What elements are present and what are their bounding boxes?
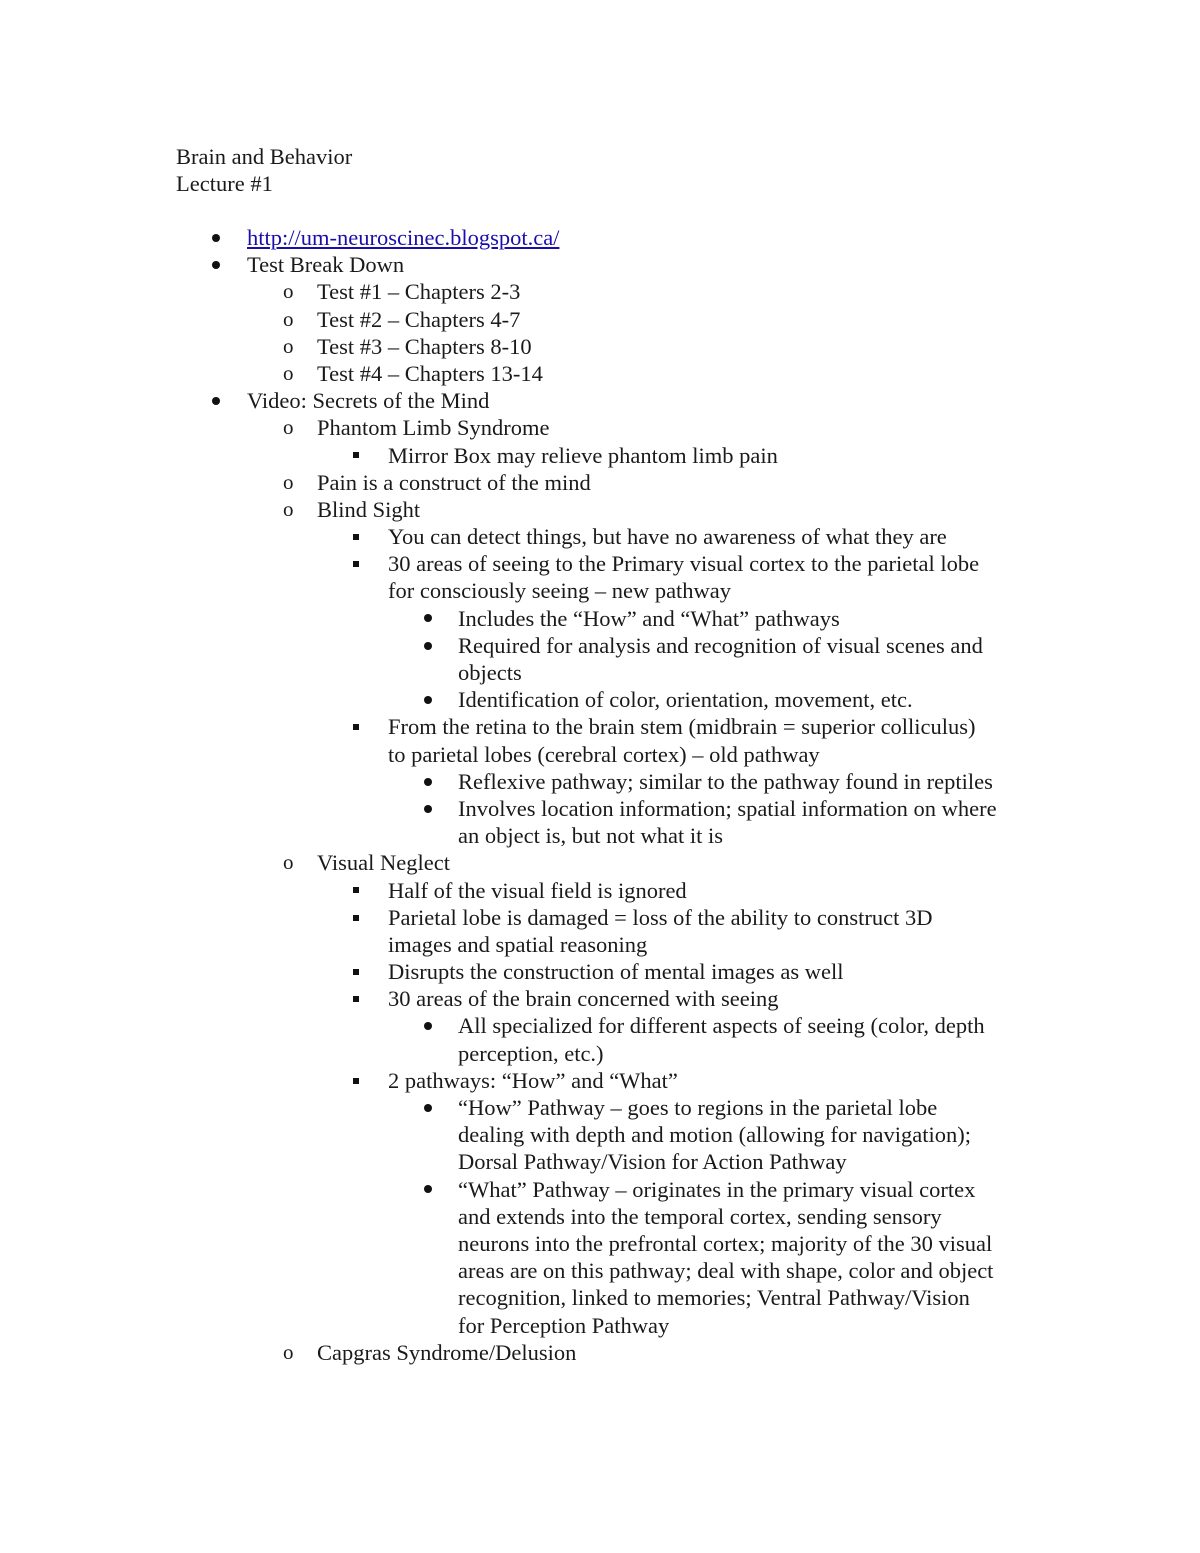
list-item-text: Blind Sight xyxy=(317,496,421,522)
list-item-text: Involves location information; spatial information on where xyxy=(458,795,997,821)
bullet-square-icon xyxy=(353,523,373,550)
bullet-dot-icon xyxy=(424,686,444,713)
list-item-text: Half of the visual field is ignored xyxy=(388,877,687,903)
list-item-text: areas are on this pathway; deal with shape, color and object xyxy=(458,1258,994,1284)
lecture-number: Lecture #1 xyxy=(176,171,273,196)
bullet-dot-icon xyxy=(212,251,232,278)
document-header xyxy=(176,143,352,197)
list-item-text: 30 areas of seeing to the Primary visual cortex to the parietal lobe xyxy=(388,551,980,577)
bullet-circle-icon: o xyxy=(283,306,294,331)
list-item-text: Dorsal Pathway/Vision for Action Pathway xyxy=(458,1149,847,1175)
list-item xyxy=(0,387,1200,414)
list-item-continuation xyxy=(0,822,1200,849)
list-item xyxy=(0,1339,1200,1366)
list-item xyxy=(0,686,1200,713)
list-item-text: Required for analysis and recognition of visual scenes and xyxy=(458,632,983,658)
list-item-text: “How” Pathway – goes to regions in the parietal lobe xyxy=(458,1095,938,1120)
list-item-continuation xyxy=(0,1040,1200,1067)
list-item-text: Disrupts the construction of mental images as well xyxy=(388,959,844,985)
list-item xyxy=(0,713,1200,740)
list-item-text: and extends into the temporal cortex, sending sensory xyxy=(458,1203,942,1229)
bullet-circle-icon: o xyxy=(283,469,294,494)
list-item-continuation xyxy=(0,1230,1200,1257)
bullet-dot-icon xyxy=(424,632,444,659)
list-item xyxy=(0,795,1200,822)
bullet-square-icon xyxy=(353,713,373,740)
list-item-continuation xyxy=(0,1148,1200,1175)
list-item xyxy=(0,469,1200,496)
blog-link[interactable]: http://um-neuroscinec.blogspot.ca/ xyxy=(247,225,560,250)
list-item-text: 30 areas of the brain concerned with seeing xyxy=(388,986,779,1012)
bullet-dot-icon xyxy=(424,768,444,795)
list-item xyxy=(0,523,1200,550)
list-item-continuation xyxy=(0,1284,1200,1311)
list-item xyxy=(0,1176,1200,1203)
list-item-text: Includes the “How” and “What” pathways xyxy=(458,605,840,631)
bullet-circle-icon: o xyxy=(283,496,294,521)
list-item-continuation xyxy=(0,1257,1200,1284)
bullet-circle-icon: o xyxy=(283,415,294,440)
list-item xyxy=(0,278,1200,305)
list-item-continuation xyxy=(0,931,1200,958)
list-item xyxy=(0,496,1200,523)
list-item-text: Visual Neglect xyxy=(317,850,450,876)
list-item xyxy=(0,849,1200,876)
bullet-square-icon xyxy=(353,958,373,985)
list-item-continuation xyxy=(0,741,1200,768)
list-item-text: All specialized for different aspects of seeing (color, depth xyxy=(458,1013,985,1039)
list-item xyxy=(0,550,1200,577)
bullet-square-icon xyxy=(353,985,373,1012)
list-item-continuation xyxy=(0,659,1200,686)
bullet-dot-icon xyxy=(212,387,232,414)
list-item-text: dealing with depth and motion (allowing for navigation); xyxy=(458,1122,972,1148)
list-item-text: Test #1 – Chapters 2-3 xyxy=(317,279,521,305)
bullet-square-icon xyxy=(353,442,373,469)
list-item-text: Phantom Limb Syndrome xyxy=(317,415,550,441)
list-item xyxy=(0,958,1200,985)
bullet-square-icon xyxy=(353,904,373,931)
bullet-circle-icon: o xyxy=(283,360,294,385)
list-item xyxy=(0,904,1200,931)
list-item-text: recognition, linked to memories; Ventral Pathway/Vision xyxy=(458,1285,970,1311)
list-item-text: objects xyxy=(458,660,522,685)
bullet-circle-icon: o xyxy=(283,850,294,875)
list-item-text: Parietal lobe is damaged = loss of the ability to construct 3D xyxy=(388,904,933,930)
bullet-square-icon xyxy=(353,1067,373,1094)
bullet-circle-icon: o xyxy=(283,333,294,358)
list-item-text: Mirror Box may relieve phantom limb pain xyxy=(388,442,778,468)
bullet-square-icon xyxy=(353,877,373,904)
list-item-text: Reflexive pathway; similar to the pathway found in reptiles xyxy=(458,768,993,794)
bullet-circle-icon: o xyxy=(283,279,294,304)
list-item-text: Video: Secrets of the Mind xyxy=(247,388,490,414)
list-item-text: Test #2 – Chapters 4-7 xyxy=(317,306,521,332)
list-item-text: Test #3 – Chapters 8-10 xyxy=(317,333,532,359)
list-item-text: You can detect things, but have no awareness of what they are xyxy=(388,524,947,550)
list-item xyxy=(0,360,1200,387)
list-item xyxy=(0,632,1200,659)
list-item-text: images and spatial reasoning xyxy=(388,931,648,957)
list-item xyxy=(0,442,1200,469)
list-item-text: an object is, but not what it is xyxy=(458,823,723,849)
list-item-text: perception, etc.) xyxy=(458,1040,604,1066)
bullet-dot-icon xyxy=(424,795,444,822)
list-item-continuation xyxy=(0,1121,1200,1148)
bullet-dot-icon xyxy=(424,605,444,632)
list-item xyxy=(0,333,1200,360)
list-item-text: Pain is a construct of the mind xyxy=(317,469,591,495)
list-item xyxy=(0,224,1200,251)
list-item-text: Identification of color, orientation, movement, etc. xyxy=(458,687,913,713)
list-item xyxy=(0,306,1200,333)
list-item-text: for consciously seeing – new pathway xyxy=(388,578,732,604)
list-item xyxy=(0,877,1200,904)
bullet-dot-icon xyxy=(424,1012,444,1039)
list-item xyxy=(0,1094,1200,1121)
list-item xyxy=(0,1012,1200,1039)
bullet-dot-icon xyxy=(212,224,232,251)
list-item-text: for Perception Pathway xyxy=(458,1312,670,1338)
list-item-text: 2 pathways: “How” and “What” xyxy=(388,1067,678,1093)
bullet-dot-icon xyxy=(424,1176,444,1203)
list-item-text: to parietal lobes (cerebral cortex) – old pathway xyxy=(388,741,820,767)
notes-outline xyxy=(0,224,1200,1366)
list-item xyxy=(0,414,1200,441)
list-item-continuation xyxy=(0,1203,1200,1230)
list-item xyxy=(0,251,1200,278)
list-item-text: neurons into the prefrontal cortex; majority of the 30 visual xyxy=(458,1230,993,1256)
bullet-square-icon xyxy=(353,550,373,577)
list-item xyxy=(0,768,1200,795)
list-item-text: Test #4 – Chapters 13-14 xyxy=(317,360,543,386)
bullet-dot-icon xyxy=(424,1094,444,1121)
list-item-text: Capgras Syndrome/Delusion xyxy=(317,1339,577,1365)
list-item-text: From the retina to the brain stem (midbrain = superior colliculus) xyxy=(388,714,976,740)
list-item xyxy=(0,1067,1200,1094)
list-item-text: “What” Pathway – originates in the primary visual cortex xyxy=(458,1176,976,1202)
list-item xyxy=(0,605,1200,632)
list-item-continuation xyxy=(0,577,1200,604)
list-item-text: Test Break Down xyxy=(247,252,405,278)
list-item-continuation xyxy=(0,1312,1200,1339)
document-title: Brain and Behavior xyxy=(176,144,353,169)
bullet-circle-icon: o xyxy=(283,1339,294,1364)
list-item xyxy=(0,985,1200,1012)
